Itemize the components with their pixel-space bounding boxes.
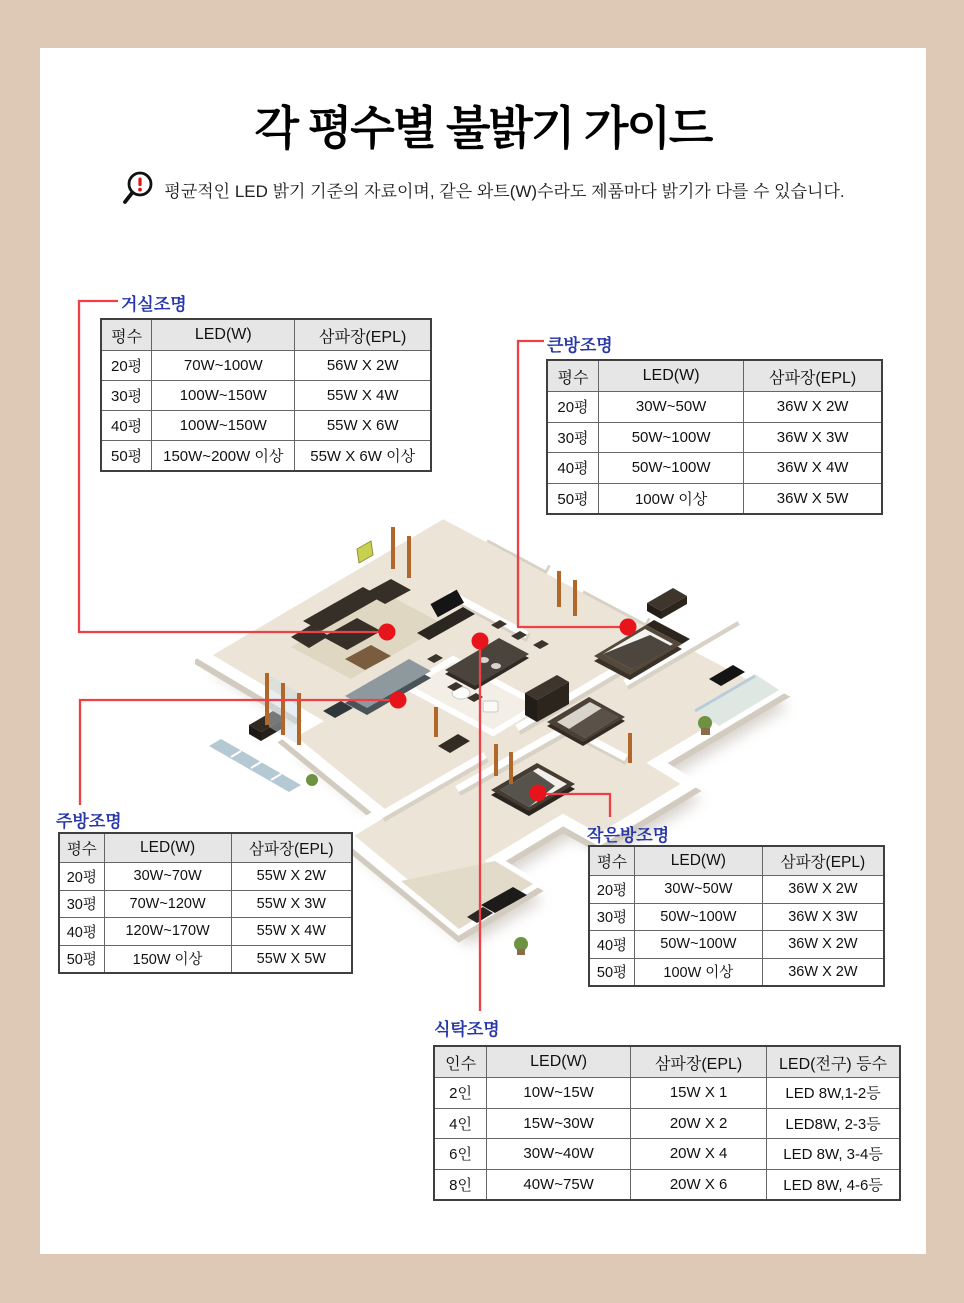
table-cell: 6인	[434, 1139, 487, 1170]
header-row	[434, 1046, 900, 1078]
magnifier-alert-icon	[121, 170, 155, 208]
table-cell: 100W 이상	[598, 483, 743, 514]
table-cell: 30W~40W	[487, 1139, 631, 1170]
table-cell: 56W X 2W	[295, 351, 431, 381]
table-row	[101, 411, 431, 441]
header-cell: LED(W)	[487, 1046, 631, 1078]
header-cell: 인수	[434, 1046, 487, 1078]
plant	[698, 716, 712, 730]
table-row	[547, 392, 882, 423]
header-cell: 삼파장(EPL)	[231, 833, 352, 863]
table-row	[59, 863, 352, 891]
table-cell: 55W X 6W 이상	[295, 441, 431, 472]
header-row	[589, 846, 884, 876]
table-cell: 40W~75W	[487, 1169, 631, 1200]
header-row	[59, 833, 352, 863]
kitchen-lighting-table	[58, 832, 353, 974]
table-row	[101, 381, 431, 411]
table-cell: 30W~70W	[104, 863, 231, 891]
header-row	[101, 319, 431, 351]
table-cell: 20W X 2	[631, 1108, 767, 1139]
table-row	[589, 958, 884, 986]
table-row	[434, 1078, 900, 1109]
header-cell: LED(W)	[152, 319, 295, 351]
table-cell: 20W X 6	[631, 1169, 767, 1200]
table-row	[59, 945, 352, 973]
header-cell: 평수	[59, 833, 104, 863]
table-cell: 20평	[59, 863, 104, 891]
table-cell: 100W~150W	[152, 381, 295, 411]
table-cell: 36W X 3W	[744, 422, 882, 453]
plant	[306, 774, 318, 786]
table-cell: LED8W, 2-3등	[767, 1108, 900, 1139]
table-cell: 36W X 4W	[744, 453, 882, 484]
header-cell: 평수	[589, 846, 634, 876]
table-cell: 40평	[101, 411, 152, 441]
table-cell: 55W X 2W	[231, 863, 352, 891]
header-cell: 삼파장(EPL)	[631, 1046, 767, 1078]
bigroom-lighting-table	[546, 359, 883, 515]
bigroom-table-label: 큰방조명	[547, 336, 613, 355]
header-cell: LED(전구) 등수	[767, 1046, 900, 1078]
table-cell: 8인	[434, 1169, 487, 1200]
table-cell: 150W~200W 이상	[152, 441, 295, 472]
table-cell: 10W~15W	[487, 1078, 631, 1109]
table-cell: 20평	[101, 351, 152, 381]
smallroom-table-label: 작은방조명	[587, 826, 670, 845]
table-row	[434, 1169, 900, 1200]
table-cell: 55W X 4W	[295, 381, 431, 411]
table-row	[59, 890, 352, 918]
table-cell: 15W~30W	[487, 1108, 631, 1139]
page-title: 각 평수별 불밝기 가이드	[254, 102, 712, 154]
living-lighting-table	[100, 318, 432, 472]
table-cell: 50평	[59, 945, 104, 973]
header-cell: 삼파장(EPL)	[295, 319, 431, 351]
table-cell: 50평	[547, 483, 598, 514]
table-cell: 36W X 3W	[762, 903, 884, 931]
table-cell: 30평	[547, 422, 598, 453]
notice-row	[40, 170, 926, 208]
table-row	[589, 903, 884, 931]
table-cell: 50W~100W	[634, 903, 762, 931]
table-cell: 30평	[101, 381, 152, 411]
table-cell: 55W X 4W	[231, 918, 352, 946]
table-cell: LED 8W, 3-4등	[767, 1139, 900, 1170]
header-cell: LED(W)	[634, 846, 762, 876]
header-cell: 삼파장(EPL)	[744, 360, 882, 392]
notice-text: 평균적인 LED 밝기 기준의 자료이며, 같은 와트(W)수라도 제품마다 밝기가 다를 수 있습니다.	[164, 181, 845, 201]
table-cell: 15W X 1	[631, 1078, 767, 1109]
plant	[514, 937, 528, 951]
table-cell: 36W X 2W	[762, 958, 884, 986]
table-cell: 36W X 5W	[744, 483, 882, 514]
table-row	[547, 483, 882, 514]
table-row	[101, 351, 431, 381]
table-cell: 40평	[59, 918, 104, 946]
kitchen-table-label: 주방조명	[56, 812, 122, 831]
table-cell: 50W~100W	[598, 453, 743, 484]
table-row	[547, 453, 882, 484]
table-cell: 100W~150W	[152, 411, 295, 441]
table-cell: 36W X 2W	[762, 876, 884, 904]
table-cell: 20평	[547, 392, 598, 423]
dining-lighting-table	[433, 1045, 901, 1201]
table-cell: 30평	[59, 890, 104, 918]
table-cell: 50평	[589, 958, 634, 986]
table-cell: 40평	[547, 453, 598, 484]
table-cell: 30W~50W	[634, 876, 762, 904]
table-cell: 55W X 6W	[295, 411, 431, 441]
table-cell: 30W~50W	[598, 392, 743, 423]
table-cell: 120W~170W	[104, 918, 231, 946]
table-cell: 50W~100W	[634, 931, 762, 959]
table-cell: 150W 이상	[104, 945, 231, 973]
header-cell: 평수	[547, 360, 598, 392]
table-cell: 70W~100W	[152, 351, 295, 381]
header-cell: LED(W)	[104, 833, 231, 863]
header-row	[547, 360, 882, 392]
table-cell: 30평	[589, 903, 634, 931]
table-cell: 100W 이상	[634, 958, 762, 986]
table-cell: 55W X 5W	[231, 945, 352, 973]
table-cell: 2인	[434, 1078, 487, 1109]
table-row	[101, 441, 431, 472]
table-cell: 40평	[589, 931, 634, 959]
table-row	[59, 918, 352, 946]
table-cell: 50평	[101, 441, 152, 472]
dining-table-label: 식탁조명	[434, 1020, 500, 1039]
table-row	[547, 422, 882, 453]
table-cell: 70W~120W	[104, 890, 231, 918]
table-cell: 55W X 3W	[231, 890, 352, 918]
table-row	[434, 1139, 900, 1170]
table-row	[434, 1108, 900, 1139]
table-row	[589, 876, 884, 904]
smallroom-lighting-table	[588, 845, 885, 987]
table-cell: 50W~100W	[598, 422, 743, 453]
header-cell: 삼파장(EPL)	[762, 846, 884, 876]
table-cell: 4인	[434, 1108, 487, 1139]
table-cell: LED 8W, 4-6등	[767, 1169, 900, 1200]
table-cell: 36W X 2W	[744, 392, 882, 423]
table-cell: 20W X 4	[631, 1139, 767, 1170]
table-cell: LED 8W,1-2등	[767, 1078, 900, 1109]
big-bedroom-wardrobe	[647, 588, 687, 619]
table-cell: 36W X 2W	[762, 931, 884, 959]
table-row	[589, 931, 884, 959]
header-cell: 평수	[101, 319, 152, 351]
table-cell: 20평	[589, 876, 634, 904]
header-cell: LED(W)	[598, 360, 743, 392]
living-table-label: 거실조명	[121, 295, 187, 314]
